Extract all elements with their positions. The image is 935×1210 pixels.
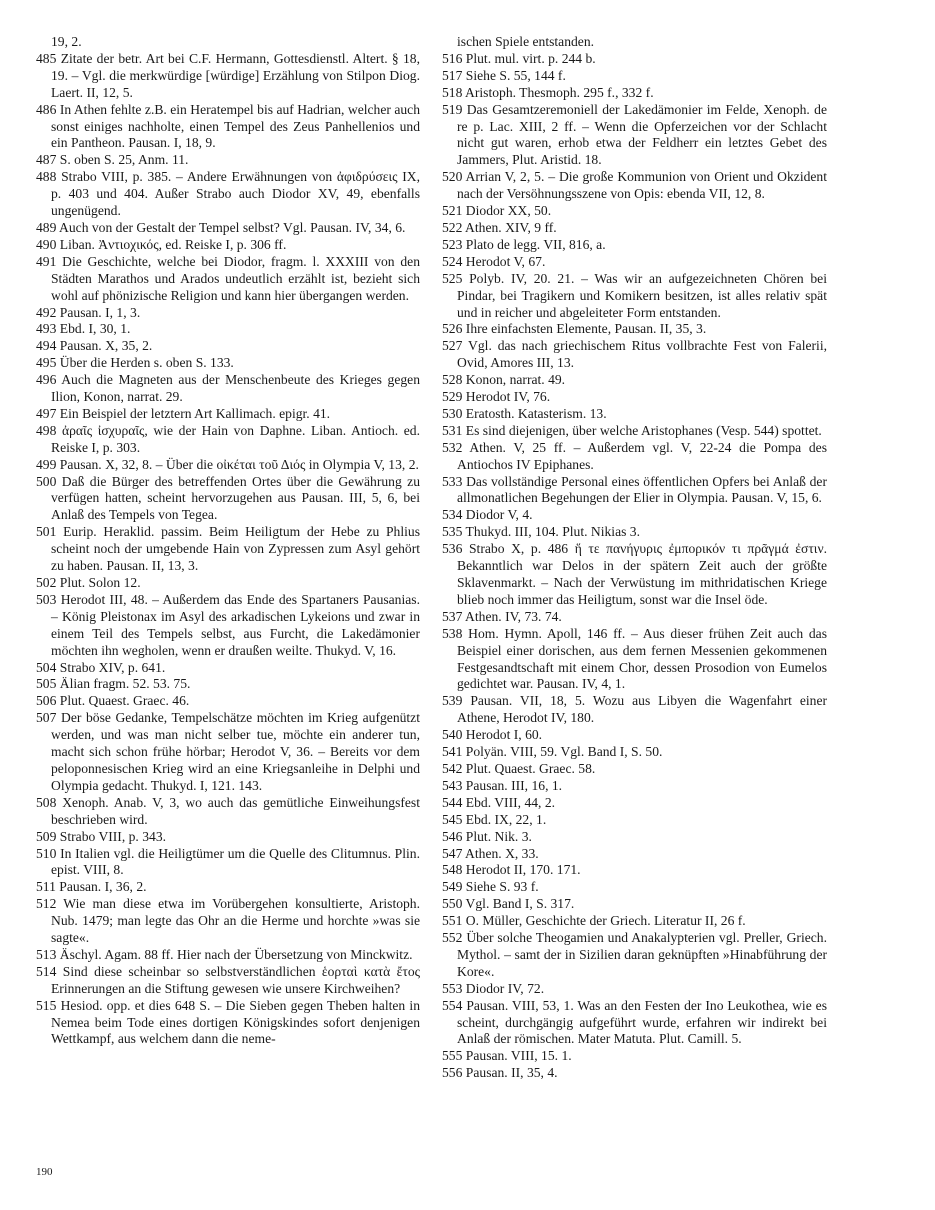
footnote (442, 795, 827, 812)
footnote-text: Pausan. VIII, 15. 1. (465, 1048, 572, 1064)
footnote (36, 896, 420, 947)
footnote-number: 510 (36, 845, 57, 861)
footnote (36, 355, 420, 372)
footnote-number: 488 (36, 169, 57, 185)
footnote-text: Strabo VIII, p. 385. – Andere Erwähnungen von ἀφιδρύσεις IX, p. 403 und 404. Außer Strabo auch Diodor XV, 49, ebenfalls ungenügend. (51, 169, 420, 219)
footnote-text: Xenoph. Anab. V, 3, wo auch das gemütliche Einweihungsfest beschrieben wird. (51, 794, 420, 827)
footnote (36, 406, 420, 423)
footnote-number: 523 (442, 236, 463, 252)
footnote (442, 846, 827, 863)
footnote-number: 519 (442, 101, 463, 117)
footnote-text: Plato de legg. VII, 816, a. (465, 236, 606, 252)
footnote-text: Pausan. I, 1, 3. (59, 304, 141, 320)
footnote-text: Diodor XX, 50. (465, 203, 552, 219)
footnote-number: 534 (442, 507, 463, 523)
footnote-number: 553 (442, 980, 463, 996)
footnote (442, 879, 827, 896)
footnote-text: Es sind diejenigen, über welche Aristophanes (Vesp. 544) spottet. (465, 422, 822, 438)
footnote-text: Der böse Gedanke, Tempelschätze möchten im Krieg aufgenützt werden, und was man nicht selber tue, möchte ein anderer tun, macht sich schon frühe hörbar; Herodot V, 36. – Bereits vor dem peloponnesischen Krieg wird an eine Kriegsanleihe in Delphi und Olympia gedacht. Thukyd. I, 121. 143. (51, 710, 420, 793)
footnote-text: Pausan. I, 36, 2. (59, 879, 147, 895)
footnote-text: Vgl. das nach griechischem Ritus vollbrachte Fest von Falerii, Ovid, Amores III, 13. (457, 338, 828, 371)
footnote (442, 68, 827, 85)
footnote-text: Thukyd. III, 104. Plut. Nikias 3. (465, 524, 640, 540)
footnote-text: Liban. Ἀντιοχικός, ed. Reiske I, p. 306 ff. (59, 236, 287, 252)
footnote (36, 524, 420, 575)
footnote (36, 879, 420, 896)
footnote-number: 547 (442, 845, 463, 861)
footnote-text: Sind diese scheinbar so selbstverständlichen ἑορταὶ κατὰ ἔτος Erinnerungen an die Stiftung gewesen wie unsere Kirchweihen? (51, 963, 421, 996)
footnote-number: 507 (36, 710, 57, 726)
footnote-number: 503 (36, 591, 57, 607)
footnote-text: Zitate der betr. Art bei C.F. Hermann, Gottesdienstl. Altert. § 18, 19. – Vgl. die merkwürdige [würdige] Erzählung von Stilpon Diog. Laert. II, 12, 5. (51, 50, 420, 100)
footnote (442, 626, 827, 694)
footnote-number: 496 (36, 372, 57, 388)
footnote (442, 271, 827, 322)
footnote-number: 550 (442, 896, 463, 912)
footnote-number: 497 (36, 405, 57, 421)
right-column (442, 34, 827, 1082)
footnote-number: 498 (36, 422, 57, 438)
page-number: 190 (36, 1166, 53, 1178)
footnote-text: Vgl. Band I, S. 317. (465, 896, 575, 912)
footnote (442, 1065, 827, 1082)
footnote-number: 515 (36, 997, 57, 1013)
footnote-number: 487 (36, 152, 57, 168)
footnote (442, 507, 827, 524)
footnote-text: Herodot III, 48. – Außerdem das Ende des Spartaners Pausanias. – König Pleistonax im Asyl des arkadischen Lykeions und zwar in einem Teil des Tempels selbst, aus Furcht, die Lakedämonier möchten ihn wegholen, wenn er draußen weilte. Thukyd. V, 16. (51, 591, 420, 658)
footnote-number: 540 (442, 727, 463, 743)
footnote (442, 474, 827, 508)
footnote-number: 544 (442, 794, 463, 810)
footnote-text: S. oben S. 25, Anm. 11. (59, 152, 189, 168)
footnote-text: Daß die Bürger des betreffenden Ortes über die Gewährung zu verfügen hatten, scheint hervorzugehen aus Pausan. III, 5, 6, bei Anlaß des Tempels von Tegea. (51, 473, 420, 523)
footnote-text: Eratosth. Katasterism. 13. (465, 405, 607, 421)
footnote (442, 812, 827, 829)
footnote-number: 512 (36, 896, 57, 912)
footnote-text: Pausan. II, 35, 4. (465, 1065, 558, 1081)
footnote (36, 693, 420, 710)
footnote (36, 964, 420, 998)
footnote-text: Älian fragm. 52. 53. 75. (59, 676, 191, 692)
footnote (442, 541, 827, 609)
footnote-number: 539 (442, 693, 463, 709)
footnote-number: 548 (442, 862, 463, 878)
footnote-text: In Italien vgl. die Heiligtümer um die Quelle des Clitumnus. Plin. epist. VIII, 8. (51, 845, 420, 878)
footnote (36, 338, 420, 355)
footnote-text: Äschyl. Agam. 88 ff. Hier nach der Übersetzung von Minckwitz. (59, 946, 413, 962)
footnote (442, 372, 827, 389)
footnote (442, 862, 827, 879)
footnote (442, 237, 827, 254)
left-column (36, 34, 420, 1048)
footnote-text: Ein Beispiel der letztern Art Kallimach. epigr. 41. (59, 405, 331, 421)
footnote-number: 491 (36, 253, 57, 269)
footnote-text: Konon, narrat. 49. (465, 372, 566, 388)
footnote-text: Pausan. VIII, 53, 1. Was an den Festen der Ino Leukothea, wie es scheint, durchgängig aufgeführt wurde, erfahren wir indirekt bei Anlaß der römischen. Mater Matuta. Plut. Camill. 5. (457, 997, 827, 1047)
footnote (442, 524, 827, 541)
footnote-number: 514 (36, 963, 57, 979)
footnote (442, 896, 827, 913)
footnote-text: Das Gesamtzeremoniell der Lakedämonier im Felde, Xenoph. de re p. Lac. XIII, 2 ff. – Wenn die Opferzeichen vor der Schlacht nicht gut waren, erhob etwa der Feldherr ein letztes Gebet des Jammers, Plut. Aristid. 18. (457, 101, 827, 168)
footnote (36, 169, 420, 220)
footnote (442, 34, 827, 51)
footnote-text: Diodor IV, 72. (465, 980, 545, 996)
footnote-number: 532 (442, 439, 463, 455)
footnote (36, 457, 420, 474)
footnote-number: 506 (36, 693, 57, 709)
footnote (442, 203, 827, 220)
footnote-text: Herodot IV, 76. (465, 389, 551, 405)
footnote-text: ischen Spiele entstanden. (457, 34, 595, 49)
footnote-text: Hom. Hymn. Apoll, 146 ff. – Aus dieser frühen Zeit auch das Beispiel einer dorischen, aus dem fernen Messenien gekommenen Festgesandtschaft mit einem Chor, dessen Prosodion von Eumelos gedichtet war. Pausan. IV, 4, 1. (457, 625, 827, 692)
footnote-number: 535 (442, 524, 463, 540)
footnote (442, 1048, 827, 1065)
footnote-number: 493 (36, 321, 57, 337)
footnote-number: 505 (36, 676, 57, 692)
footnote-text: Das vollständige Personal eines öffentlichen Opfers bei Anlaß der allmonatlichen Begehungen der Elier in Olympia. Pausan. V, 15, 6. (457, 473, 827, 506)
footnote-number: 502 (36, 575, 57, 590)
footnote (36, 575, 420, 592)
footnote-number: 545 (442, 811, 463, 827)
footnote-text: Siehe S. 93 f. (465, 879, 539, 895)
footnote (36, 372, 420, 406)
footnote (36, 34, 420, 51)
footnote-number: 492 (36, 304, 57, 320)
footnote-text: Auch von der Gestalt der Tempel selbst? Vgl. Pausan. IV, 34, 6. (59, 219, 406, 235)
footnote-number: 500 (36, 473, 57, 489)
footnote-number: 486 (36, 101, 57, 117)
footnote (442, 169, 827, 203)
footnote (442, 744, 827, 761)
footnote-number: 554 (442, 997, 463, 1013)
footnote-text: Eurip. Heraklid. passim. Beim Heiligtum der Hebe zu Phlius scheint noch der umgebende Hain von Zypressen zum Asyl gehört zu haben. Pausan. II, 13, 3. (51, 524, 420, 574)
footnote (36, 474, 420, 525)
footnote-number: 517 (442, 67, 463, 83)
footnote-text: Ebd. IX, 22, 1. (465, 811, 547, 827)
footnote (36, 237, 420, 254)
footnote-number: 551 (442, 913, 463, 929)
footnote-text: Pausan. VII, 18, 5. Wozu aus Libyen die Wagenfahrt einer Athene, Herodot IV, 180. (457, 693, 827, 726)
footnote-text: O. Müller, Geschichte der Griech. Literatur II, 26 f. (465, 913, 746, 929)
footnote-text: Herodot I, 60. (465, 727, 543, 743)
footnote-text: Ebd. VIII, 44, 2. (465, 794, 556, 810)
footnote (442, 102, 827, 170)
footnote-text: Über die Herden s. oben S. 133. (59, 355, 234, 371)
footnote-text: Pausan. X, 32, 8. – Über die οἰκέται τοῦ Διός in Olympia V, 13, 2. (59, 456, 419, 472)
footnote (442, 998, 827, 1049)
footnote (442, 423, 827, 440)
footnote-text: Athen. V, 25 ff. – Außerdem vgl. V, 22-24 die Pompa des Antiochos IV Epiphanes. (457, 439, 827, 472)
footnote (36, 51, 420, 102)
footnote-text: Arrian V, 2, 5. – Die große Kommunion von Orient und Okzident nach der Versöhnungsszene von Opis: ebenda VII, 12, 8. (457, 169, 827, 202)
footnote-text: Athen. XIV, 9 ff. (465, 219, 557, 235)
footnote-number: 537 (442, 608, 463, 624)
footnote-number: 527 (442, 338, 463, 354)
footnote-number: 499 (36, 456, 57, 472)
footnote (442, 51, 827, 68)
footnote (36, 321, 420, 338)
footnote-number: 509 (36, 828, 57, 844)
footnote-text: Pausan. X, 35, 2. (59, 338, 153, 354)
footnote-text: Polyän. VIII, 59. Vgl. Band I, S. 50. (465, 744, 663, 760)
footnote-number: 522 (442, 219, 463, 235)
footnote-number: 533 (442, 473, 463, 489)
footnote-text: Plut. Quaest. Graec. 58. (465, 760, 596, 776)
footnote-number: 538 (442, 625, 463, 641)
footnote-number: 513 (36, 946, 57, 962)
footnote-text: Diodor V, 4. (465, 507, 533, 523)
footnote (36, 423, 420, 457)
footnote-text: Strabo VIII, p. 343. (59, 828, 167, 844)
footnote (442, 389, 827, 406)
footnote-number: 530 (442, 405, 463, 421)
footnote-text: Plut. Quaest. Graec. 46. (59, 693, 190, 709)
footnote (442, 440, 827, 474)
footnote-number: 494 (36, 338, 57, 354)
footnote (442, 321, 827, 338)
footnote-text: Herodot V, 67. (465, 253, 546, 269)
footnote (442, 727, 827, 744)
footnote (442, 85, 827, 102)
footnote-number: 529 (442, 389, 463, 405)
footnote-number: 524 (442, 253, 463, 269)
footnote (442, 778, 827, 795)
footnote (442, 254, 827, 271)
footnote-number: 531 (442, 422, 463, 438)
footnote-number: 516 (442, 50, 463, 66)
footnote-text: Ebd. I, 30, 1. (59, 321, 131, 337)
footnote-text: In Athen fehlte z.B. ein Heratempel bis auf Hadrian, welcher auch sonst einiges nachholte, einen Tempel des Zeus Panhellenios und ein Pantheon. Pausan. I, 18, 9. (51, 101, 420, 151)
footnote (36, 829, 420, 846)
footnote (36, 254, 420, 305)
footnote-number: 543 (442, 777, 463, 793)
footnote-number: 536 (442, 541, 463, 557)
footnote-number: 485 (36, 50, 57, 66)
footnote-number: 520 (442, 169, 463, 185)
footnote (36, 152, 420, 169)
footnote-number: 490 (36, 236, 57, 252)
footnote-text: Ihre einfachsten Elemente, Pausan. II, 35, 3. (465, 321, 707, 337)
footnote-text: Die Geschichte, welche bei Diodor, fragm. l. XXXIII von den Städten Marathos und Arados undeutlich erzählt ist, bezieht sich wohl auf phönizische Religion und kann hier übergangen werden. (51, 253, 420, 303)
footnote (36, 846, 420, 880)
footnote (442, 338, 827, 372)
footnote-text: Siehe S. 55, 144 f. (465, 67, 566, 83)
footnote (442, 913, 827, 930)
footnote-number: 549 (442, 879, 463, 895)
footnote-number: 521 (442, 203, 463, 219)
footnote-number: 508 (36, 794, 57, 810)
footnote-number: 489 (36, 219, 57, 235)
footnote (36, 305, 420, 322)
footnote-text: Aristoph. Thesmoph. 295 f., 332 f. (465, 84, 654, 100)
footnote-text: Über solche Theogamien und Anakalypterien vgl. Preller, Griech. Mythol. – samt der in Sizilien daran geknüpften »Hinabführung der Kore«. (457, 930, 827, 979)
footnote-text: Plut. Nik. 3. (465, 828, 532, 844)
footnote-text: 19, 2. (51, 34, 82, 49)
footnote (36, 795, 420, 829)
footnote-text: Athen. X, 33. (465, 845, 539, 861)
footnote-number: 526 (442, 321, 463, 337)
footnote (36, 998, 420, 1049)
footnote (442, 220, 827, 237)
footnote (442, 930, 827, 981)
footnote-text: Plut. mul. virt. p. 244 b. (465, 50, 596, 66)
footnote-number: 555 (442, 1048, 463, 1064)
footnote-text: Wie man diese etwa im Vorübergehen konsultierte, Aristoph. Nub. 1479; man legte das Ohr an die Herme und horchte »was sie sagte«. (51, 896, 421, 946)
footnote-number: 541 (442, 744, 463, 760)
footnote-number: 546 (442, 828, 463, 844)
footnote (36, 102, 420, 153)
footnote (442, 761, 827, 778)
footnote (442, 981, 827, 998)
footnote-number: 518 (442, 84, 463, 100)
footnote-number: 501 (36, 524, 57, 540)
footnote-text: ἀραῖς ἰσχυραῖς, wie der Hain von Daphne. Liban. Antioch. ed. Reiske I, p. 303. (51, 422, 420, 455)
footnote-text: Strabo XIV, p. 641. (59, 659, 166, 675)
footnote (442, 406, 827, 423)
footnote-text: Herodot II, 170. 171. (465, 862, 581, 878)
footnote (36, 220, 420, 237)
footnote (36, 710, 420, 795)
footnote (442, 609, 827, 626)
footnote-text: Hesiod. opp. et dies 648 S. – Die Sieben gegen Theben halten in Nemea beim Tode eines dortigen Königskindes sofort denjenigen Wettkampf, aus welchem dann die neme- (51, 997, 420, 1047)
footnote (36, 676, 420, 693)
footnote-text: Pausan. III, 16, 1. (465, 777, 563, 793)
footnote-number: 504 (36, 659, 57, 675)
footnote (36, 660, 420, 677)
footnote (36, 947, 420, 964)
footnote-text: Auch die Magneten aus der Menschenbeute des Krieges gegen Ilion, Konon, narrat. 29. (51, 372, 420, 405)
footnote-text: Polyb. IV, 20. 21. – Was wir an aufgezeichneten Chören bei Pindar, bei Tragikern und Komikern besitzen, ist alles relativ spät und in reicher und abgeleiteter Form entstanden. (457, 270, 827, 320)
footnote-number: 552 (442, 930, 463, 946)
footnote-text: Plut. Solon 12. (59, 575, 141, 590)
footnote-number: 542 (442, 760, 463, 776)
footnote (442, 829, 827, 846)
footnote-number: 511 (36, 879, 56, 895)
footnote (36, 592, 420, 660)
footnote-number: 495 (36, 355, 57, 371)
footnote-number: 528 (442, 372, 463, 388)
footnote (442, 693, 827, 727)
footnote-text: Athen. IV, 73. 74. (465, 608, 562, 624)
footnote-number: 525 (442, 270, 463, 286)
footnote-text: Strabo X, p. 486 ἥ τε πανήγυρις ἐμπορικόν τι πρᾶγμά ἐστιν. Bekanntlich war Delos in der spätern Zeit auch der größte Sklavenmarkt. – Nach der Verwüstung im mithridatischen Kriege blieb noch immer das Heiligtum, sonst war die Insel öde. (457, 541, 827, 607)
footnote-number: 556 (442, 1065, 463, 1081)
